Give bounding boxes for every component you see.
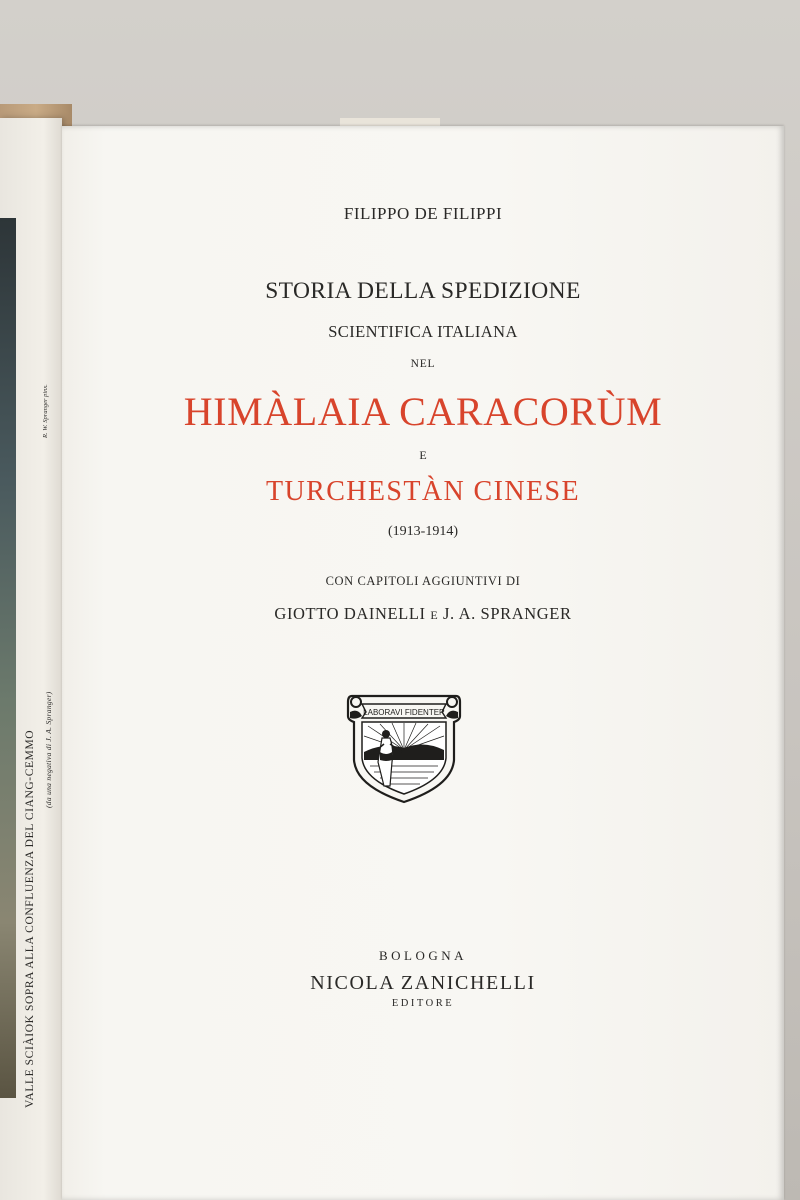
contributors <box>62 604 784 624</box>
main-title: HIMÀLAIA CARACORÙM <box>183 389 663 434</box>
publisher-role: EDITORE <box>391 998 455 1009</box>
contributor-2: J. A. SPRANGER <box>443 604 572 623</box>
title-conjunction: E <box>419 448 427 462</box>
chapters-intro: CON CAPITOLI AGGIUNTIVI DI <box>325 574 521 588</box>
second-title: TURCHESTÀN CINESE <box>266 476 580 507</box>
contributor-1: GIOTTO DAINELLI <box>274 604 426 623</box>
frontispiece-plate <box>0 118 62 1200</box>
plate-caption-area <box>18 288 58 1108</box>
years: (1913-1914) <box>388 524 458 539</box>
plate-credit: R. W. Spranger pinx. <box>42 384 49 438</box>
title-line-2: SCIENTIFICA ITALIANA <box>328 322 518 341</box>
plate-photograph <box>0 218 16 1098</box>
emblem-motto: LABORAVI FIDENTER <box>363 708 445 717</box>
title-page <box>62 126 784 1200</box>
author-name: FILIPPO DE FILIPPI <box>343 204 503 223</box>
publisher-emblem <box>344 690 464 806</box>
publisher-city: BOLOGNA <box>378 948 468 963</box>
plate-caption: VALLE SCIÀIOK SOPRA ALLA CONFLUENZA DEL CIANG-CEMMO <box>24 729 36 1108</box>
contributor-conjunction: E <box>430 608 439 622</box>
title-line-3: NEL <box>410 358 436 370</box>
emblem-sower-icon <box>344 690 464 806</box>
publisher-name: NICOLA ZANICHELLI <box>310 972 536 994</box>
title-line-1: STORIA DELLA SPEDIZIONE <box>265 278 581 304</box>
plate-subcaption: (da una negativa di J. A. Spranger) <box>44 691 53 808</box>
